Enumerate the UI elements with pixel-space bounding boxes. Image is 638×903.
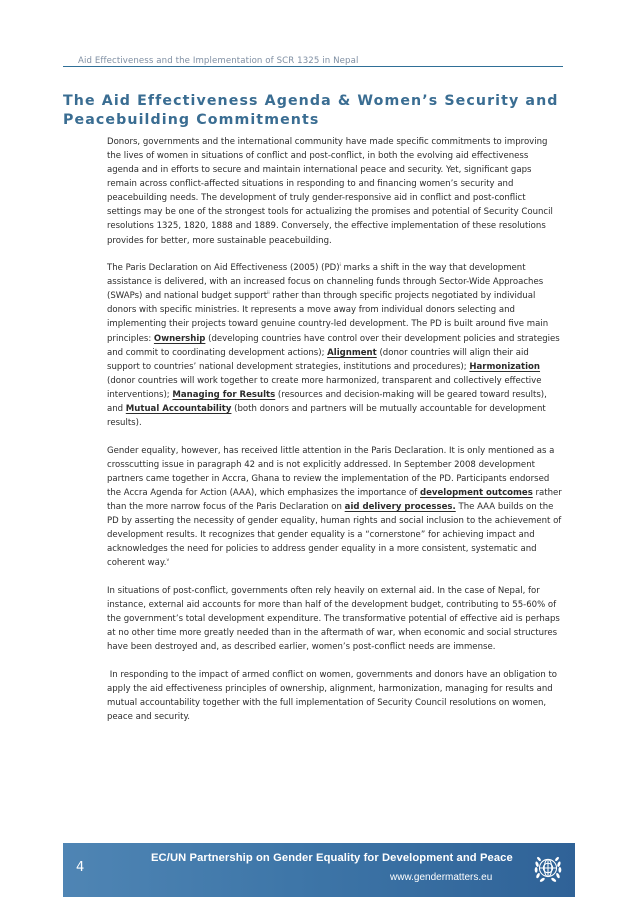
- principle-harmonization: Harmonization: [469, 361, 541, 372]
- section-title: The Aid Effectiveness Agenda & Women’s Security and Peacebuilding Commitments: [63, 93, 559, 128]
- page-number: 4: [76, 860, 85, 875]
- footnote-marker[interactable]: v: [166, 558, 170, 564]
- text-run: rather than through specific projects negotiated by individual donors with specific ministries. It represents a move away from individual donors selecting and implementing their projects toward genuine country-led development. The PD is built around five main principles:: [107, 291, 549, 344]
- un-emblem-icon: [529, 849, 567, 887]
- footer-title: EC/UN Partnership on Gender Equality for Development and Peace: [151, 852, 513, 864]
- text-run: The Paris Declaration on Aid Effectiveness (2005) (PD): [107, 263, 340, 274]
- paragraph-obligation: In responding to the impact of armed conflict on women, governments and donors have an obligation to apply the aid effectiveness principles of ownership, alignment, harmonization, managing for results and mutual accountability together with the full implementation of Security Council resolutions on women, peace and security.: [107, 669, 560, 722]
- footnote-marker[interactable]: i: [339, 263, 341, 269]
- paragraph-paris-declaration: [107, 261, 562, 430]
- text-run: (developing countries have control over their development policies and strategies and commit to coordinating development actions);: [107, 333, 560, 358]
- principle-mutual-accountability: Mutual Accountability: [125, 403, 232, 414]
- text-run: The AAA builds on the PD by asserting the necessity of gender equality, human rights and social inclusion to the achievement of development results. It recognizes that gender equality is a “cornerstone” for achieving impact and acknowledges the need for policies to address gender equality in a more consistent, systematic and coherent way.: [107, 501, 562, 569]
- text-run: marks a shift in the way that development assistance is delivered, with an increased focus on channeling funds through Sector-Wide Approaches (SWAPs) and national budget support: [107, 263, 544, 302]
- footer-url[interactable]: www.gendermatters.eu: [390, 872, 493, 883]
- text-run: (donor countries will align their aid support to countries’ national development strategies, institutions and procedures);: [107, 347, 529, 372]
- keyword-aid-delivery-processes: aid delivery processes.: [344, 501, 456, 512]
- running-header: Aid Effectiveness and the Implementation of SCR 1325 in Nepal: [78, 56, 359, 66]
- text-run: (resources and decision-making will be geared toward results), and: [107, 389, 547, 414]
- principle-managing-for-results: Managing for Results: [172, 389, 276, 400]
- keyword-development-outcomes: development outcomes: [419, 487, 533, 498]
- footnote-marker[interactable]: ii: [267, 291, 270, 297]
- paragraph-intro: Donors, governments and the international community have made specific commitments to improving the lives of women in situations of conflict and post-conflict, in both the evolving aid effectiveness agenda and in efforts to secure and maintain international peace and security. Yet, significant gaps remain across conflict-affected situations in responding to and financing women’s security and peacebuilding needs. The development of truly gender-responsive aid in conflict and post-conflict settings may be one of the strongest tools for actualizing the promises and potential of Security Council resolutions 1325, 1820, 1888 and 1889. Conversely, the effective implementation of these resolutions provides for better, more sustainable peacebuilding.: [107, 137, 553, 246]
- footer-banner: [63, 843, 575, 897]
- body-text: [107, 135, 562, 737]
- paragraph-gender-equality: [107, 444, 562, 571]
- header-divider: [63, 66, 563, 67]
- principle-ownership: Ownership: [153, 333, 206, 344]
- paragraph-post-conflict: In situations of post-conflict, governments often rely heavily on external aid. In the case of Nepal, for instance, external aid accounts for more than half of the development budget, contributing to 55-60% of the government’s total development expenditure. The transformative potential of effective aid is perhaps at no other time more greatly needed than in the aftermath of war, when economic and social structures have been destroyed and, as described earlier, women’s post-conflict needs are immense.: [107, 585, 560, 653]
- text-run: Gender equality, however, has received little attention in the Paris Declaration. It is only mentioned as a crosscutting issue in paragraph 42 and is not explicitly addressed. In September 2008 development partners came together in Accra, Ghana to review the implementation of the PD. Participants endorsed the Accra Agenda for Action (AAA), which emphasizes the importance of: [107, 445, 555, 498]
- text-run: (donor countries will work together to create more harmonized, transparent and collectively effective interventions);: [107, 375, 542, 400]
- text-run: rather than the more narrow focus of the Paris Declaration on: [107, 487, 562, 512]
- text-run: (both donors and partners will be mutually accountable for development results).: [107, 403, 546, 428]
- principle-alignment: Alignment: [327, 347, 377, 358]
